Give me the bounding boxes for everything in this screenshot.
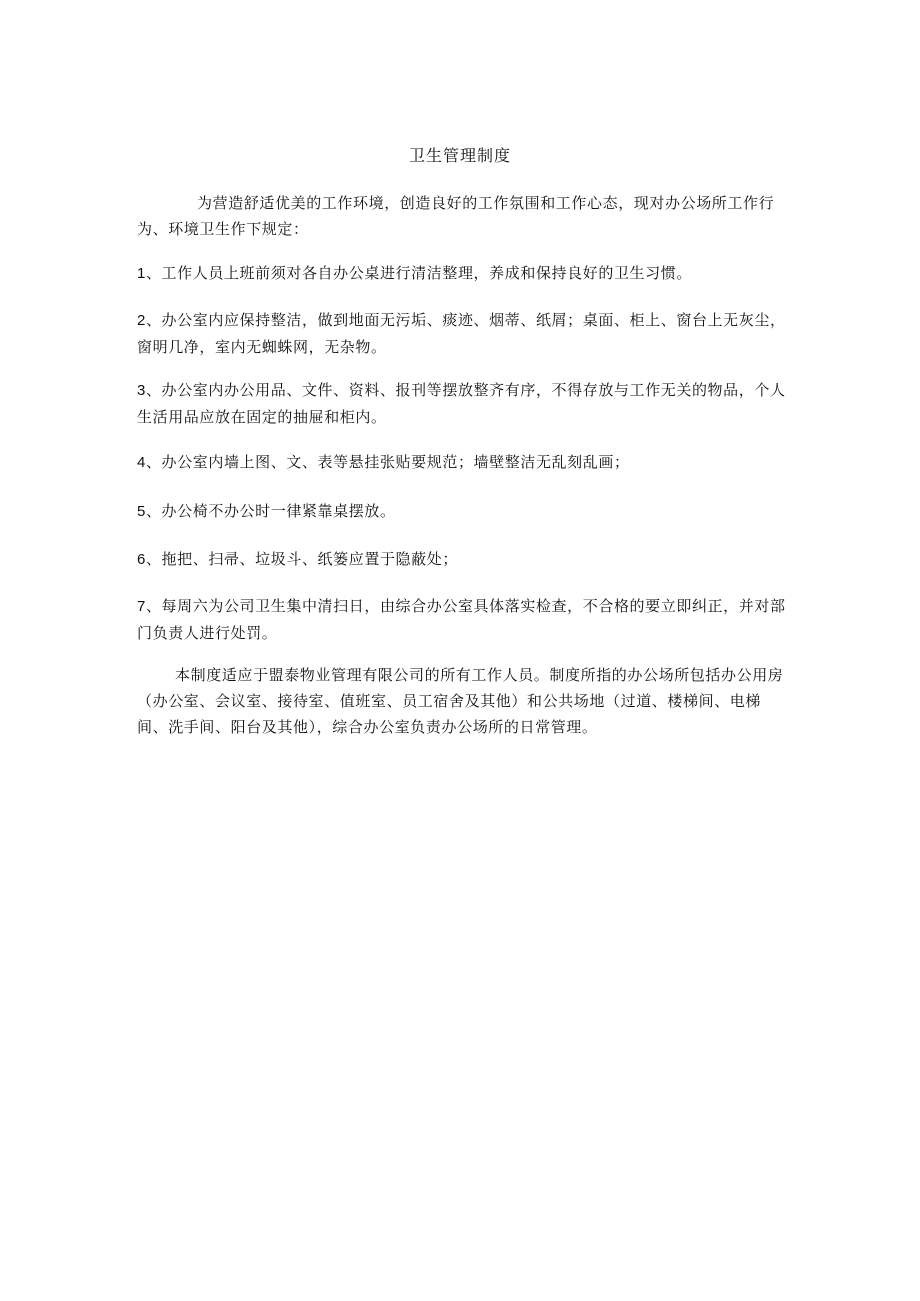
rule-text: 、每周六为公司卫生集中清扫日，由综合办公室具体落实检查，不合格的要立即纠正，并对部门负责人进行处罚。 <box>137 597 786 642</box>
intro-paragraph: 为营造舒适优美的工作环境，创造良好的工作氛围和工作心态，现对办公场所工作行为、环境卫生作下规定： <box>137 194 775 238</box>
rule-number: 1 <box>137 265 146 282</box>
rule-item-6 <box>137 546 792 573</box>
closing-paragraph: 本制度适应于盟泰物业管理有限公司的所有工作人员。制度所指的办公场所包括办公用房（办公室、会议室、接待室、值班室、员工宿舍及其他）和公共场地（过道、楼梯间、电梯间、洗手间、阳台及其他），综合办公室负责办公场所的日常管理。 <box>137 666 784 736</box>
rule-number: 7 <box>137 598 146 615</box>
rule-item-1 <box>137 260 792 287</box>
rule-item-7 <box>137 593 792 646</box>
rule-number: 5 <box>137 503 146 520</box>
rule-number: 3 <box>137 382 146 399</box>
document-title: 卫生管理制度 <box>408 146 511 165</box>
rule-text: 、办公室内墙上图、文、表等悬挂张贴要规范；墙壁整洁无乱刻乱画； <box>145 453 630 471</box>
rule-text: 、办公室内办公用品、文件、资料、报刊等摆放整齐有序，不得存放与工作无关的物品，个人生活用品应放在固定的抽屉和柜内。 <box>137 381 786 426</box>
rule-number: 4 <box>137 454 146 471</box>
rule-item-4 <box>137 449 792 476</box>
rule-number: 6 <box>137 551 146 568</box>
rule-item-2 <box>137 307 792 360</box>
rule-text: 、办公椅不办公时一律紧靠桌摆放。 <box>145 502 396 520</box>
rule-text: 、工作人员上班前须对各自办公桌进行清洁整理，养成和保持良好的卫生习惯。 <box>145 264 692 282</box>
rule-item-3 <box>137 377 792 430</box>
rule-item-5 <box>137 498 792 525</box>
rule-text: 、办公室内应保持整洁，做到地面无污垢、痰迹、烟蒂、纸屑；桌面、柜上、窗台上无灰尘，窗明几净，室内无蜘蛛网，无杂物。 <box>137 311 786 356</box>
rule-number: 2 <box>137 312 146 329</box>
rule-text: 、拖把、扫帚、垃圾斗、纸篓应置于隐蔽处； <box>145 550 458 568</box>
